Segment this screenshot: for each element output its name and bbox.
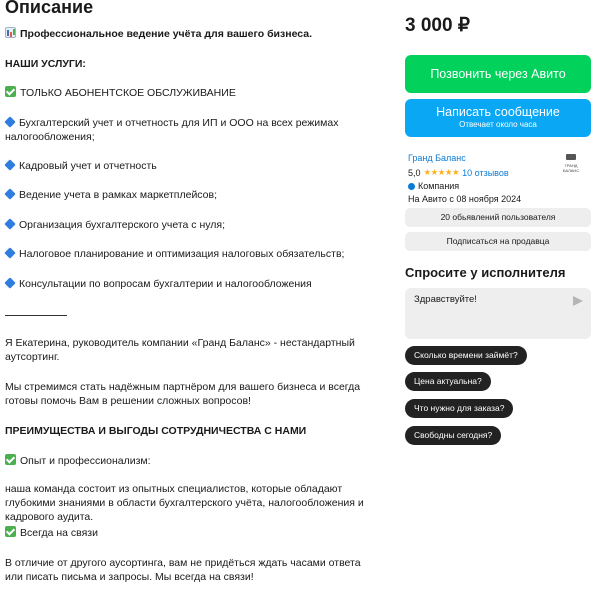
verified-icon — [408, 183, 415, 190]
checkmark-icon — [5, 86, 16, 97]
response-time: Отвечает около часа — [459, 120, 537, 129]
blue-diamond-icon — [4, 159, 15, 170]
seller-type — [408, 181, 521, 191]
checkmark-icon — [5, 454, 16, 465]
quick-question-chip[interactable]: Свободны сегодня? — [405, 426, 501, 445]
separator-line — [5, 315, 67, 316]
message-button-label: Написать сообщение — [436, 105, 560, 119]
price: 3 000 ₽ — [405, 15, 470, 36]
service-item: Кадровый учет и отчетность — [5, 159, 390, 173]
service-item: Налоговое планирование и оптимизация налоговых обязательств; — [5, 247, 390, 261]
ask-title: Спросите у исполнителя — [405, 265, 566, 280]
user-ads-button[interactable]: 20 обьявлений пользователя — [405, 208, 591, 227]
logo-icon — [566, 154, 576, 160]
blue-diamond-icon — [4, 218, 15, 229]
subscribe-button[interactable]: Подписаться на продавца — [405, 232, 591, 251]
blue-diamond-icon — [4, 116, 15, 127]
blue-diamond-icon — [4, 247, 15, 258]
seller-since: На Авито с 08 ноября 2024 — [408, 194, 522, 204]
services-heading: НАШИ УСЛУГИ: — [5, 58, 86, 70]
message-button[interactable] — [405, 99, 591, 137]
seller-type-label: Компания — [418, 181, 460, 191]
blue-diamond-icon — [4, 277, 15, 288]
mission-text: Мы стремимся стать надёжным партнёром для вашего бизнеса и всегда готовы помочь Вам в решении сложных вопросов! — [5, 381, 361, 407]
advantage-text: В отличие от другого аусортинга, вам не придёться ждать часами ответа или писать письма и запросы. Мы всегда на связи! — [5, 557, 361, 583]
reviews-link[interactable]: 10 отзывов — [462, 167, 509, 178]
message-box[interactable] — [405, 288, 591, 339]
seller-name-link[interactable]: Гранд Баланс — [408, 153, 466, 163]
star-icon: ★★★★★ — [423, 167, 460, 177]
send-icon[interactable] — [573, 296, 583, 306]
service-item: Организация бухгалтерского учета с нуля; — [5, 218, 390, 232]
advantage-title: Всегда на связи — [5, 526, 390, 540]
message-input[interactable] — [414, 294, 564, 305]
intro-text: Я Екатерина, руководитель компании «Гранд Баланс» - нестандартный аутсортинг. — [5, 337, 355, 363]
seller-logo[interactable] — [557, 153, 585, 175]
service-item: Бухгалтерский учет и отчетность для ИП и ООО на всех режимах налогообложения; — [5, 117, 339, 143]
advantages-heading: ПРЕИМУЩЕСТВА И ВЫГОДЫ СОТРУДНИЧЕСТВА С НАМИ — [5, 425, 307, 437]
call-button[interactable]: Позвонить через Авито — [405, 55, 591, 93]
service-item: Ведение учета в рамках маркетплейсов; — [5, 188, 390, 202]
quick-question-chip[interactable]: Что нужно для заказа? — [405, 399, 513, 418]
quick-question-chip[interactable]: Сколько времени займёт? — [405, 346, 527, 365]
advantage-text: наша команда состоит из опытных специалистов, которые обладают глубокими знаниями в области бухгалтерского учёта, налогообложения и кадрового аудита. — [5, 483, 364, 523]
service-item: Консультации по вопросам бухгалтерии и налогообложения — [5, 277, 390, 291]
rating-value: 5,0 — [408, 167, 421, 178]
headline: Профессиональное ведение учёта для вашего бизнеса. — [5, 27, 390, 41]
logo-text: ГРАНД БАЛАНС — [562, 163, 580, 173]
services-lead: ТОЛЬКО АБОНЕНТСКОЕ ОБСЛУЖИВАНИЕ — [5, 86, 390, 100]
checkmark-icon — [5, 526, 16, 537]
blue-diamond-icon — [4, 188, 15, 199]
quick-question-chip[interactable]: Цена актуальна? — [405, 372, 491, 391]
description-section — [5, 0, 390, 583]
advantage-title: Опыт и профессионализм: — [5, 454, 390, 468]
chart-icon — [5, 27, 16, 38]
seller-info — [408, 153, 521, 204]
description-title: Описание — [5, 0, 94, 17]
seller-rating — [408, 167, 521, 178]
